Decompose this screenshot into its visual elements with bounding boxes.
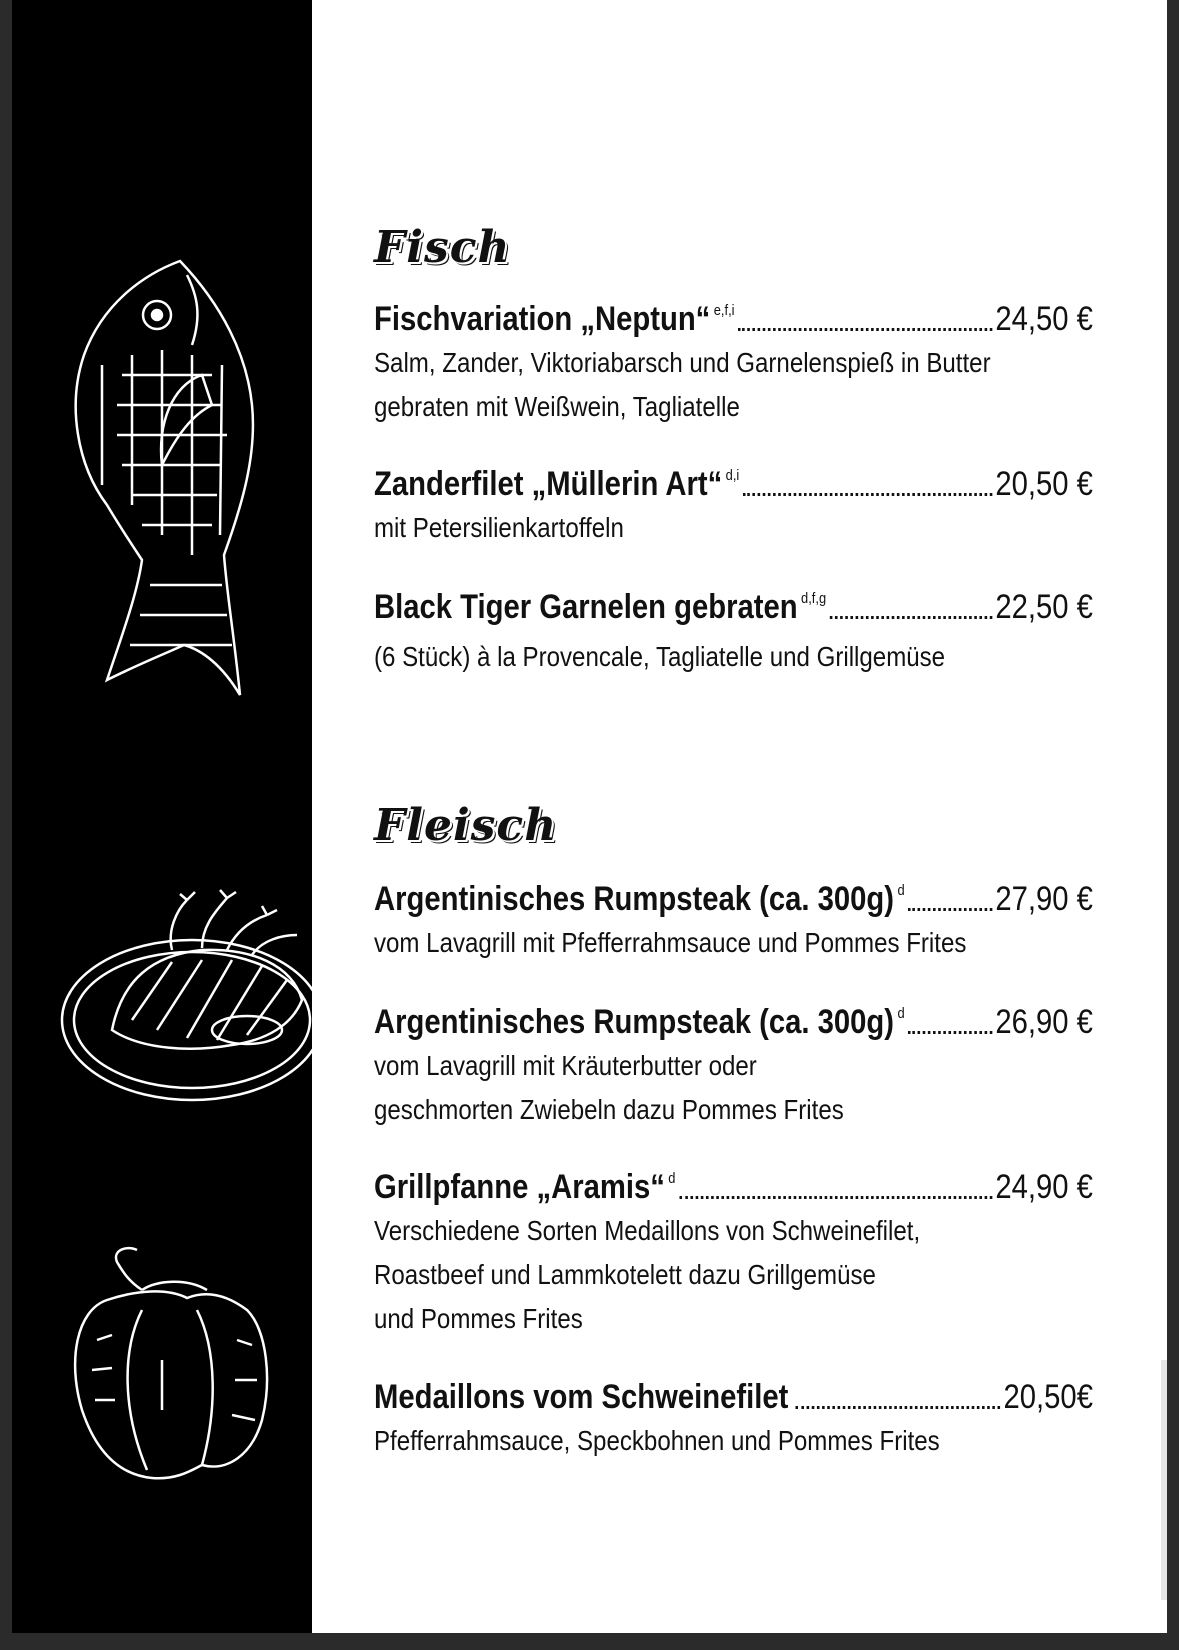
dot-leader <box>738 328 992 331</box>
dish-price: 24,50 € <box>995 300 1093 338</box>
dish-description <box>374 635 1088 679</box>
dish-description <box>374 921 1088 965</box>
steak-plate-illustration-icon <box>52 880 312 1110</box>
dish-name: Fischvariation „Neptun“ <box>374 300 711 338</box>
dish-description <box>374 1044 1088 1132</box>
dish-name: Argentinisches Rumpsteak (ca. 300g) <box>374 1003 895 1041</box>
description-line: vom Lavagrill mit Kräuterbutter oder <box>374 1050 757 1081</box>
allergen-codes: d <box>668 1170 676 1187</box>
dot-leader <box>679 1196 992 1199</box>
allergen-codes: e,f,i <box>713 302 735 319</box>
dish-price: 27,90 € <box>995 880 1093 918</box>
description-line: (6 Stück) à la Provencale, Tagliatelle und Grillgemüse <box>374 641 946 672</box>
section-title-fleisch: Fleisch <box>374 800 558 851</box>
dot-leader <box>908 1031 992 1034</box>
dish-description <box>374 506 1088 550</box>
menu-page <box>12 0 1167 1633</box>
description-line: Verschiedene Sorten Medaillons von Schweinefilet, <box>374 1215 921 1246</box>
description-line: geschmorten Zwiebeln dazu Pommes Frites <box>374 1094 844 1125</box>
section-title-fisch: Fisch <box>374 222 511 273</box>
allergen-codes: d,f,g <box>801 590 827 607</box>
description-line: gebraten mit Weißwein, Tagliatelle <box>374 391 740 422</box>
menu-item <box>374 880 1094 965</box>
allergen-codes: d <box>897 1005 905 1022</box>
menu-item <box>374 1003 1094 1132</box>
description-line: Pfefferrahmsauce, Speckbohnen und Pommes Frites <box>374 1425 940 1456</box>
dish-price: 20,50€ <box>1003 1378 1093 1416</box>
dot-leader <box>830 616 992 619</box>
dish-name: Argentinisches Rumpsteak (ca. 300g) <box>374 880 895 918</box>
description-line: Roastbeef und Lammkotelett dazu Grillgemüse <box>374 1259 876 1290</box>
dish-description <box>374 1209 1088 1341</box>
dish-price: 26,90 € <box>995 1003 1093 1041</box>
page-edge-shadow <box>1161 1360 1167 1600</box>
dot-leader <box>795 1406 1000 1409</box>
description-line: mit Petersilienkartoffeln <box>374 512 624 543</box>
description-line: und Pommes Frites <box>374 1303 583 1334</box>
dish-description <box>374 1419 1088 1463</box>
allergen-codes: d,i <box>725 467 740 484</box>
menu-item <box>374 1168 1094 1341</box>
dish-name: Grillpfanne „Aramis“ <box>374 1168 665 1206</box>
allergen-codes: d <box>897 882 905 899</box>
bell-pepper-illustration-icon <box>67 1240 272 1490</box>
dish-price: 24,90 € <box>995 1168 1093 1206</box>
dish-price: 20,50 € <box>995 465 1093 503</box>
dish-price: 22,50 € <box>995 588 1093 626</box>
menu-item <box>374 465 1094 550</box>
menu-item <box>374 588 1094 679</box>
dish-name: Black Tiger Garnelen gebraten <box>374 588 798 626</box>
fish-illustration-icon <box>62 255 272 705</box>
decor-sidebar <box>12 0 312 1633</box>
description-line: Salm, Zander, Viktoriabarsch und Garnelenspieß in Butter <box>374 347 991 378</box>
menu-item <box>374 1378 1094 1463</box>
dot-leader <box>908 908 992 911</box>
dish-name: Medaillons vom Schweinefilet <box>374 1378 789 1416</box>
menu-item <box>374 300 1094 429</box>
dot-leader <box>743 493 992 496</box>
dish-name: Zanderfilet „Müllerin Art“ <box>374 465 723 503</box>
dish-description <box>374 341 1088 429</box>
description-line: vom Lavagrill mit Pfefferrahmsauce und Pommes Frites <box>374 927 967 958</box>
